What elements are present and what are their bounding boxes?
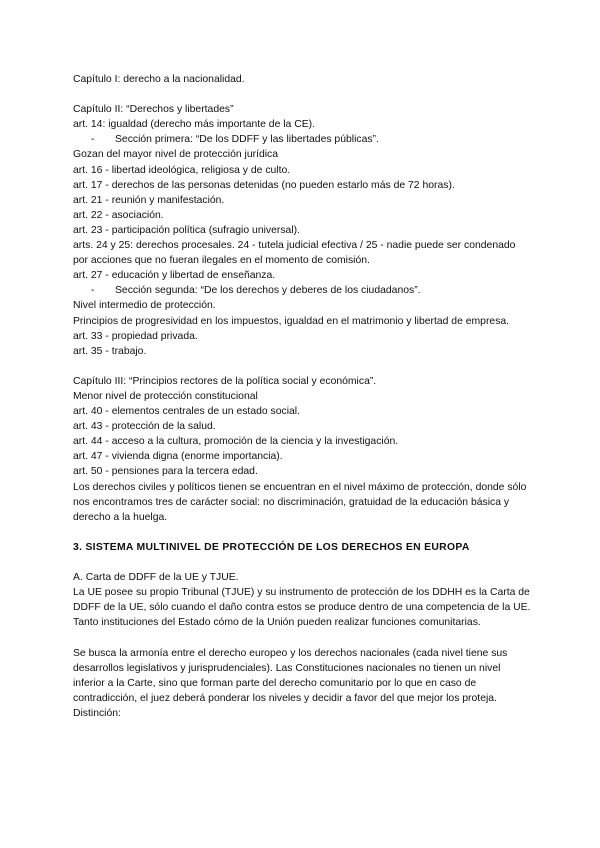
subsection-a-title: A. Carta de DDFF de la UE y TJUE. xyxy=(73,572,239,584)
subsection-a-paragraph-2: Se busca la armonía entre el derecho europeo y los derechos nacionales (cada nivel tiene sus desarrollos legislativos y jurisprudenciales). Las Constituciones nacionales no tienen un nivel inferior a la Carte, sino que forman parte del derecho comunitario por lo que en caso de contradicción, el juez deberá ponderar los niveles y decidir a favor del que mejor los proteja. Distinción: xyxy=(73,647,508,719)
art-14-line: art. 14: igualdad (derecho más importante de la CE). xyxy=(73,119,315,131)
subsection-a-paragraph-1: La UE posee su propio Tribunal (TJUE) y su instrumento de protección de los DDHH es la Carta de DDFF de la UE, sólo cuando el daño contra estos se produce dentro de una competencia de la UE. Tanto instituciones del Estado cómo de la Unión pueden realizar funciones comunitarias. xyxy=(73,587,531,629)
chapter-3-note: Menor nivel de protección constitucional xyxy=(73,390,258,402)
spacer xyxy=(73,630,533,645)
section-2-title: Sección segunda: “De los derechos y deberes de los ciudadanos”. xyxy=(115,285,421,297)
art-44-line: art. 44 - acceso a la cultura, promoción de la ciencia y la investigación. xyxy=(73,436,399,448)
spacer xyxy=(73,555,533,570)
chapter-1-title: Capítulo I: derecho a la nacionalidad. xyxy=(73,74,245,85)
art-27-line: art. 27 - educación y libertad de enseñanza. xyxy=(73,270,276,282)
art-47-line: art. 47 - vivienda digna (enorme importancia). xyxy=(73,451,283,463)
document-body xyxy=(73,72,533,721)
art-17-line: art. 17 - derechos de las personas detenidas (no pueden estarlo más de 72 horas). xyxy=(73,179,455,191)
summary-paragraph: Los derechos civiles y políticos tienen se encuentran en el nivel máximo de protección, donde sólo nos encontramos tres de carácter social: no discriminación, gratuidad de la educación básica y derecho a la huelga. xyxy=(73,481,527,523)
list-dash: - xyxy=(91,285,95,297)
chapter-3-title: Capítulo III: “Principios rectores de la política social y económica”. xyxy=(73,375,377,387)
art-33-line: art. 33 - propiedad privada. xyxy=(73,330,198,342)
chapter-2-title: Capítulo II: “Derechos y libertades” xyxy=(73,104,234,116)
art-21-line: art. 21 - reunión y manifestación. xyxy=(73,194,225,206)
section-2-item xyxy=(73,283,533,298)
spacer xyxy=(73,87,533,102)
art-40-line: art. 40 - elementos centrales de un estado social. xyxy=(73,406,300,418)
principles-paragraph: Principios de progresividad en los impuestos, igualdad en el matrimonio y libertad de empresa. xyxy=(73,315,510,327)
section-1-note: Gozan del mayor nivel de protección jurídica xyxy=(73,149,279,161)
art-35-line: art. 35 - trabajo. xyxy=(73,345,147,357)
list-dash: - xyxy=(91,134,95,146)
section-2-note: Nivel intermedio de protección. xyxy=(73,300,216,312)
section-1-title: Sección primera: “De los DDFF y las libertades públicas”. xyxy=(115,134,379,146)
art-16-line: art. 16 - libertad ideológica, religiosa y de culto. xyxy=(73,164,291,176)
art-43-line: art. 43 - protección de la salud. xyxy=(73,421,216,433)
section-3-heading: 3. SISTEMA MULTINIVEL DE PROTECCIÓN DE LOS DERECHOS EN EUROPA xyxy=(73,541,470,553)
art-24-25-paragraph: arts. 24 y 25: derechos procesales. 24 - tutela judicial efectiva / 25 - nadie puede ser condenado por acciones que no fueran ilegales en el momento de comisión. xyxy=(73,240,516,267)
art-23-line: art. 23 - participación política (sufragio universal). xyxy=(73,224,300,236)
art-50-line: art. 50 - pensiones para la tercera edad. xyxy=(73,466,258,478)
spacer xyxy=(73,525,533,540)
section-1-item xyxy=(73,132,533,147)
spacer xyxy=(73,359,533,374)
art-22-line: art. 22 - asociación. xyxy=(73,209,164,221)
